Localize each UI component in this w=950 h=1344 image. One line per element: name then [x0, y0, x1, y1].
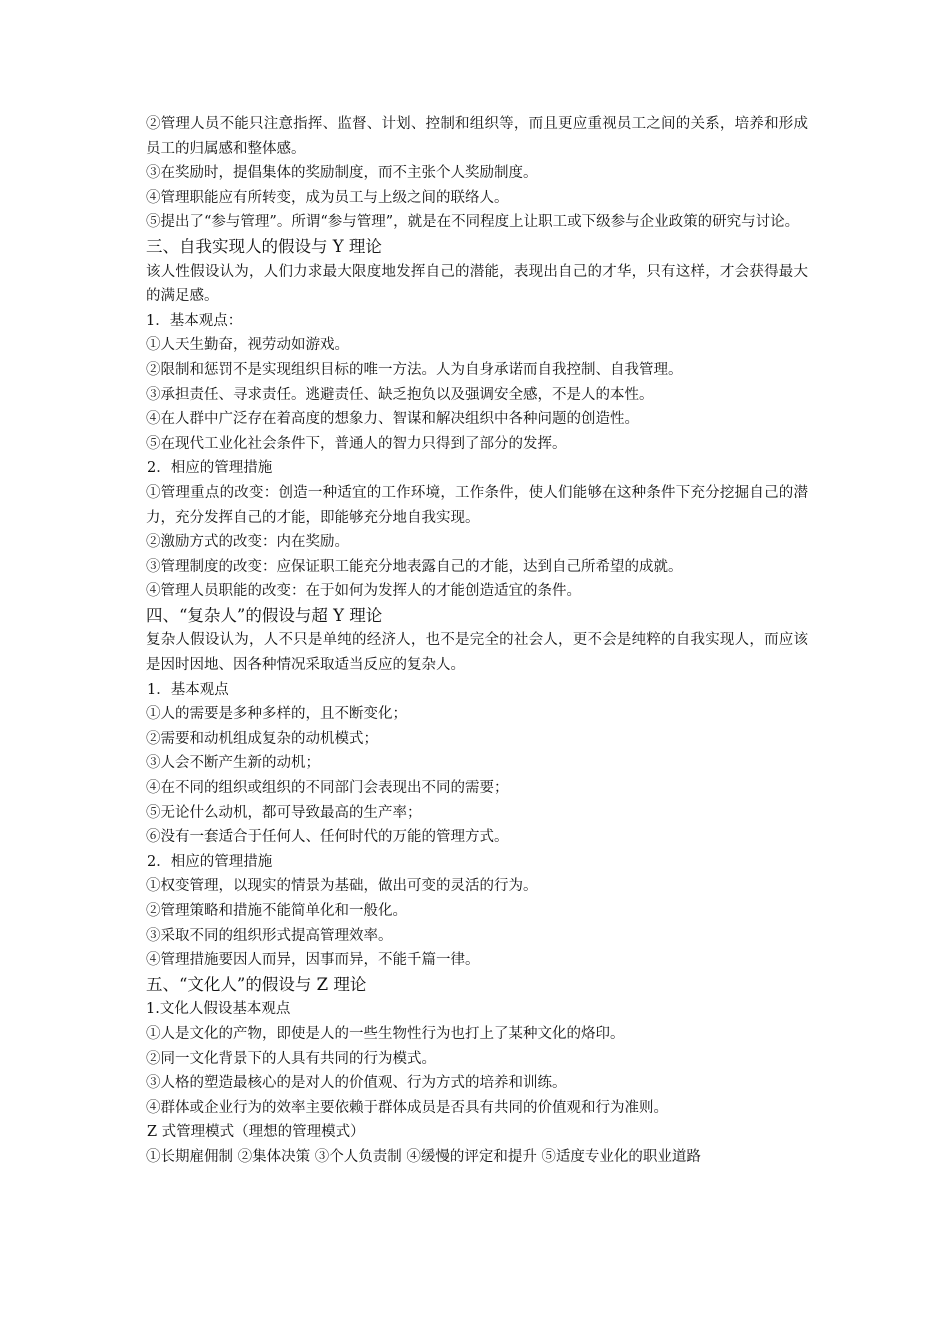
section4-view-6: ⑥没有一套适合于任何人、任何时代的万能的管理方式。	[146, 829, 509, 846]
section3-view-4: ④在人群中广泛存在着高度的想象力、智谋和解决组织中各种问题的创造性。	[146, 411, 639, 428]
section5-view-1: ①人是文化的产物，即使是人的一些生物性行为也打上了某种文化的烙印。	[146, 1025, 625, 1042]
section5-view-2: ②同一文化背景下的人具有共同的行为模式。	[146, 1050, 436, 1067]
section4-views-title: 1．基本观点	[147, 681, 229, 698]
document-page	[146, 112, 808, 1170]
section2-item-3: ③在奖励时，提倡集体的奖励制度，而不主张个人奖励制度。	[146, 165, 538, 182]
section4-intro: 复杂人假设认为，人不只是单纯的经济人，也不是完全的社会人，更不会是纯粹的自我实现人，而应该是因时因地、因各种情况采取适当反应的复杂人。	[146, 632, 808, 674]
section4-view-2: ②需要和动机组成复杂的动机模式；	[146, 730, 378, 747]
section3-measures-title: 2．相应的管理措施	[147, 460, 273, 477]
section3-intro: 该人性假设认为，人们力求最大限度地发挥自己的潜能，表现出自己的才华，只有这样，才会获得最大的满足感。	[146, 263, 808, 305]
section3-view-2: ②限制和惩罚不是实现组织目标的唯一方法。人为自身承诺而自我控制、自我管理。	[146, 361, 683, 378]
section5-view-3: ③人格的塑造最核心的是对人的价值观、行为方式的培养和训练。	[146, 1075, 567, 1092]
section2-item-2: ②管理人员不能只注意指挥、监督、计划、控制和组织等，而且更应重视员工之间的关系，培养和形成员工的归属感和整体感。	[146, 116, 808, 157]
section4-view-5: ⑤无论什么动机，都可导致最高的生产率；	[146, 804, 422, 821]
section5-title: 五、“文化人”的假设与 Z 理论	[146, 974, 367, 994]
section4-measure-1: ①权变管理，以现实的情景为基础，做出可变的灵活的行为。	[146, 878, 538, 895]
section3-view-3: ③承担责任、寻求责任。逃避责任、缺乏抱负以及强调安全感，不是人的本性。	[146, 386, 654, 403]
section5-views-title: 1.文化人假设基本观点	[146, 1001, 291, 1018]
section2-item-5: ⑤提出了“参与管理”。所谓“参与管理”，就是在不同程度上让职工或下级参与企业政策的研究与讨论。	[146, 214, 800, 231]
section4-view-3: ③人会不断产生新的动机；	[146, 755, 320, 772]
section4-view-1: ①人的需要是多种多样的，且不断变化；	[146, 706, 407, 723]
section4-title: 四、“复杂人”的假设与超 Y 理论	[146, 605, 383, 625]
section5-z-items: ①长期雇佣制 ②集体决策 ③个人负责制 ④缓慢的评定和提升 ⑤适度专业化的职业道路	[146, 1148, 701, 1165]
section4-measures-title: 2．相应的管理措施	[147, 853, 273, 870]
section3-views-title: 1．基本观点：	[146, 312, 243, 329]
section4-measure-3: ③采取不同的组织形式提高管理效率。	[146, 927, 393, 944]
section4-measure-4: ④管理措施要因人而异，因事而异，不能千篇一律。	[146, 952, 480, 969]
section5-view-4: ④群体或企业行为的效率主要依赖于群体成员是否具有共同的价值观和行为准则。	[146, 1099, 668, 1116]
section3-measure-1: ①管理重点的改变：创造一种适宜的工作环境，工作条件，使人们能够在这种条件下充分挖掘自己的潜力，充分发挥自己的才能，即能够充分地自我实现。	[146, 484, 808, 526]
section3-measure-2: ②激励方式的改变：内在奖励。	[146, 534, 349, 551]
section5-z-title: Z 式管理模式（理想的管理模式）	[147, 1124, 365, 1141]
section3-view-1: ①人天生勤奋，视劳动如游戏。	[146, 337, 349, 354]
section3-title: 三、自我实现人的假设与 Y 理论	[146, 236, 382, 256]
section2-item-4: ④管理职能应有所转变，成为员工与上级之间的联络人。	[146, 189, 509, 206]
section4-measure-2: ②管理策略和措施不能简单化和一般化。	[146, 903, 407, 919]
section3-measure-3: ③管理制度的改变：应保证职工能充分地表露自己的才能，达到自己所希望的成就。	[146, 558, 683, 575]
section3-measure-4: ④管理人员职能的改变：在于如何为发挥人的才能创造适宜的条件。	[146, 583, 581, 600]
section3-view-5: ⑤在现代工业化社会条件下，普通人的智力只得到了部分的发挥。	[146, 435, 567, 452]
section4-view-4: ④在不同的组织或组织的不同部门会表现出不同的需要；	[146, 780, 509, 797]
